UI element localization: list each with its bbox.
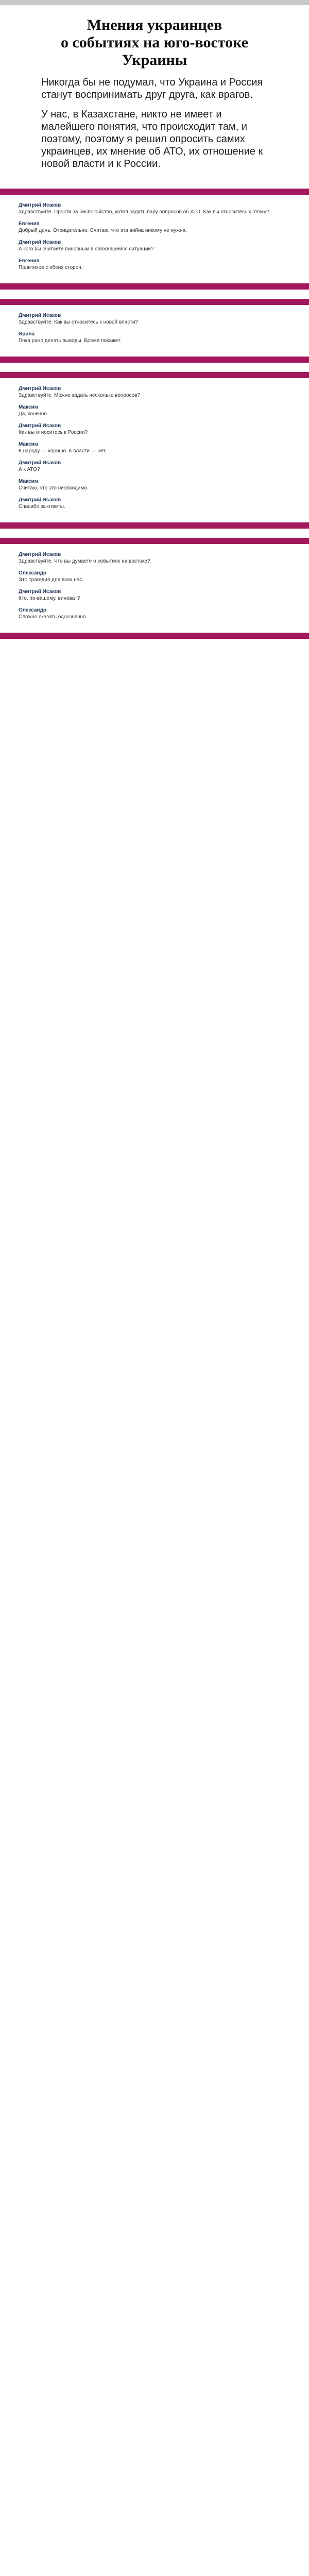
chat-message xyxy=(19,239,290,252)
message-author: Олександр xyxy=(19,607,47,613)
section-divider-top xyxy=(0,538,309,544)
message-text: А кого вы считаете виновным в сложившейся ситуации? xyxy=(19,246,154,252)
chat-section xyxy=(0,299,309,363)
message-author: Дмитрий Исаков xyxy=(19,202,61,208)
page-title: Мнения украинцев о событиях на юго-востоке Украины xyxy=(60,16,249,69)
chat-section xyxy=(0,189,309,290)
message-text: Здравствуйте. Прости за беспокойство, хотел задать пару вопросов об АТО. Как вы относитесь к этому? xyxy=(19,209,269,215)
message-text: Политиков с обеих сторон. xyxy=(19,265,83,270)
chat-message xyxy=(19,460,290,473)
message-author: Максим xyxy=(19,479,38,484)
chat-message xyxy=(19,478,290,492)
message-text: Здравствуйте. Можно задать несколько вопросов? xyxy=(19,393,141,398)
section-divider-bottom xyxy=(0,283,309,290)
chat-body xyxy=(0,305,309,357)
chat-message xyxy=(19,422,290,436)
chat-section xyxy=(0,372,309,529)
chat-body xyxy=(0,378,309,522)
chat-message xyxy=(19,570,290,583)
message-text: А к АТО? xyxy=(19,467,40,472)
chat-message xyxy=(19,404,290,417)
intro-paragraph-2: У нас, в Казахстане, никто не имеет и малейшего понятия, что происходит там, и поэтому, поэтому я решил опросить самих украинцев, их мнение об АТО, их отношение к новой власти и к России. xyxy=(41,109,263,170)
message-text: Это трагедия для всех нас. xyxy=(19,577,84,583)
message-author: Дмитрий Исаков xyxy=(19,386,61,392)
message-author: Дмитрий Исаков xyxy=(19,313,61,318)
message-text: Как вы относитесь к России? xyxy=(19,430,88,435)
message-text: Пока рано делать выводы. Время покажет. xyxy=(19,338,122,344)
header xyxy=(0,5,309,179)
message-text: Кто, по-вашему, виноват? xyxy=(19,596,80,601)
chat-message xyxy=(19,202,290,215)
chat-message xyxy=(19,497,290,510)
message-author: Дмитрий Исаков xyxy=(19,497,61,503)
message-author: Дмитрий Исаков xyxy=(19,589,61,595)
message-author: Ирина xyxy=(19,331,35,337)
message-author: Евгения xyxy=(19,258,40,264)
section-divider-top xyxy=(0,189,309,195)
message-author: Дмитрий Исаков xyxy=(19,552,61,557)
intro-paragraph-1: Никогда бы не подумал, что Украина и Россия станут воспринимать друг друга, как врагов. xyxy=(41,77,263,100)
chat-section xyxy=(0,538,309,639)
chat-message xyxy=(19,441,290,454)
top-band xyxy=(0,0,309,5)
chat-message xyxy=(19,551,290,565)
message-text: Здравствуйте. Что вы думаете о событиях на востоке? xyxy=(19,558,150,564)
section-divider-top xyxy=(0,372,309,378)
message-text: К народу — хорошо. К власти — нет. xyxy=(19,448,107,454)
section-divider-bottom xyxy=(0,522,309,529)
section-divider-top xyxy=(0,299,309,305)
chat-message xyxy=(19,607,290,620)
chat-body xyxy=(0,544,309,633)
message-author: Максим xyxy=(19,442,38,447)
message-author: Евгения xyxy=(19,221,40,227)
section-divider-bottom xyxy=(0,357,309,363)
section-divider-bottom xyxy=(0,633,309,639)
message-text: Здравствуйте. Как вы относитесь к новой власти? xyxy=(19,319,139,325)
chat-message xyxy=(19,385,290,399)
message-text: Добрый день. Отрицательно. Считаю, что эта война никому не нужна. xyxy=(19,228,187,233)
message-author: Олександр xyxy=(19,570,47,576)
chat-message xyxy=(19,312,290,326)
chat-message xyxy=(19,588,290,602)
message-author: Максим xyxy=(19,404,38,410)
sections xyxy=(0,189,309,639)
chat-message xyxy=(19,331,290,344)
message-text: Сложно сказать однозначно. xyxy=(19,614,88,620)
message-text: Да, конечно. xyxy=(19,411,48,417)
message-author: Дмитрий Исаков xyxy=(19,423,61,429)
chat-body xyxy=(0,195,309,283)
chat-message xyxy=(19,221,290,234)
message-author: Дмитрий Исаков xyxy=(19,460,61,466)
message-text: Спасибо за ответы. xyxy=(19,504,65,510)
message-author: Дмитрий Исаков xyxy=(19,240,61,245)
chat-message xyxy=(19,258,290,271)
message-text: Считаю, что это необходимо. xyxy=(19,485,89,491)
